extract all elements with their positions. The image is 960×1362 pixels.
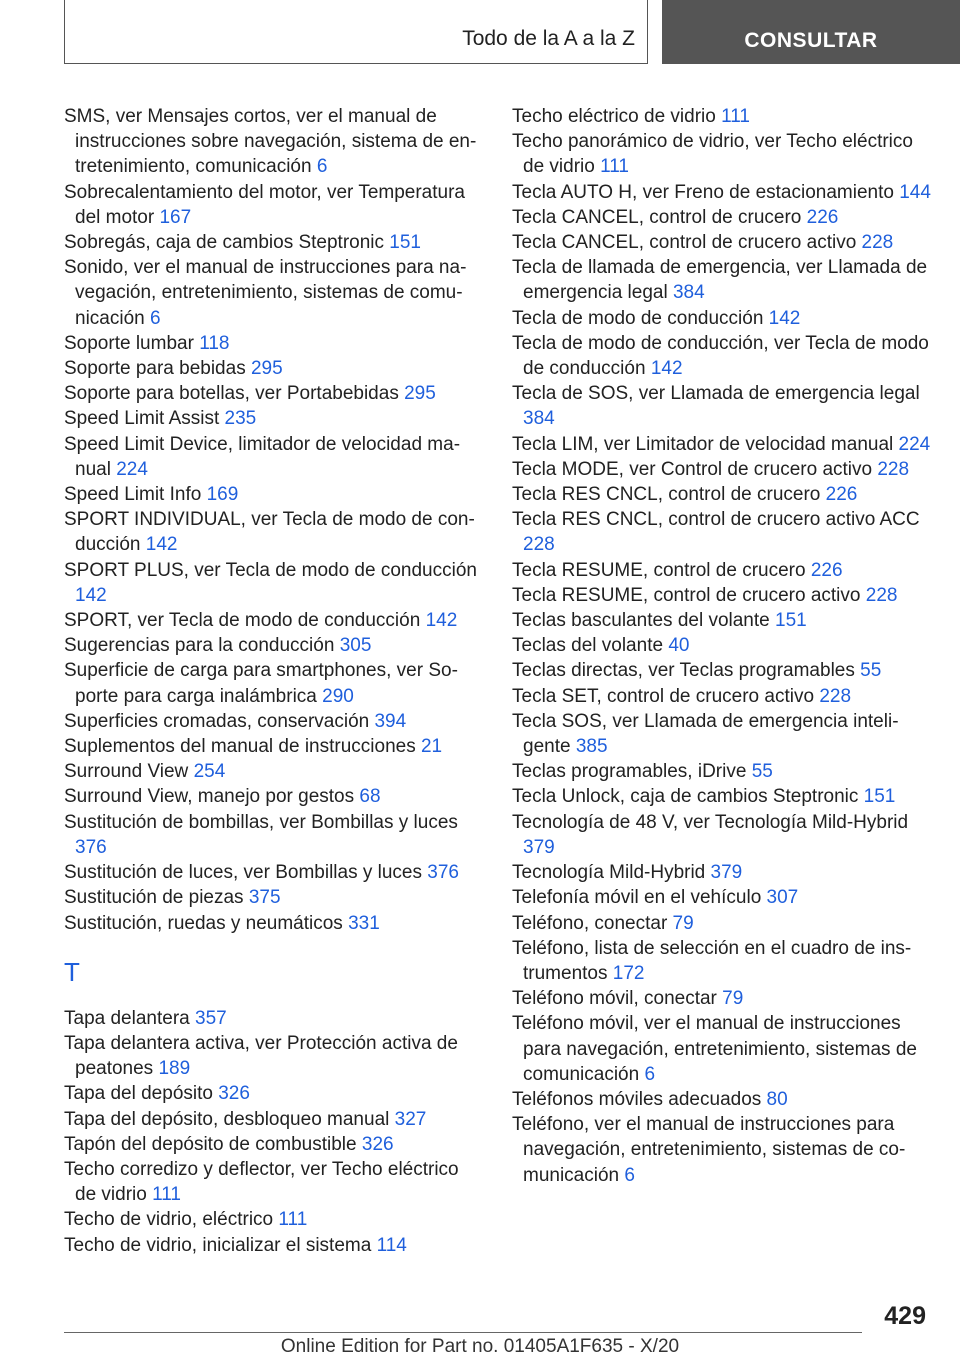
index-page-link[interactable]: 327 [394, 1108, 427, 1130]
index-entry-text: Tecla SET, control de crucero activo [512, 685, 820, 707]
index-entry-text: Superficies cromadas, conservación [64, 710, 375, 732]
index-page-link[interactable]: 228 [819, 685, 852, 707]
index-entry-text: Teclas directas, ver Teclas programables [512, 660, 861, 682]
index-entry-text: Tapón del depósito de combustible [64, 1133, 362, 1155]
index-entry [64, 709, 482, 734]
index-page-link[interactable]: 189 [158, 1058, 191, 1080]
index-entry-text: Speed Limit Device, limitador de velocidad manual [64, 433, 461, 480]
index-page-link[interactable]: 55 [860, 660, 882, 682]
index-page-link[interactable]: 111 [721, 106, 750, 127]
index-page-link[interactable]: 295 [250, 358, 283, 380]
index-entry-text: Teléfono móvil, ver el manual de instrucciones para navegación, entretenimiento, sistemas de comunicación [512, 1013, 917, 1085]
index-entry-text: SPORT, ver Tecla de modo de conducción [64, 610, 426, 632]
index-entry [512, 608, 932, 633]
consult-button[interactable] [662, 0, 960, 64]
index-page-link[interactable]: 228 [865, 584, 898, 606]
index-entry-text: Sustitución de luces, ver Bombillas y luces [64, 862, 428, 884]
index-page-link[interactable]: 228 [523, 534, 555, 556]
index-page-link[interactable]: 6 [644, 1063, 656, 1085]
index-page-link[interactable]: 290 [322, 685, 354, 707]
index-entry [64, 1132, 482, 1157]
index-entry [64, 885, 482, 910]
index-entry [64, 104, 482, 180]
index-entry-text: Telefonía móvil en el vehículo [512, 887, 767, 909]
index-page-link[interactable]: 6 [316, 156, 328, 178]
index-column-right [512, 104, 932, 1188]
header-section-box [64, 0, 648, 64]
index-page-link[interactable]: 224 [116, 458, 148, 480]
index-entry [512, 1011, 932, 1087]
index-entry-text: Tecla de llamada de emergencia, ver Llamada de emergencia legal [512, 257, 928, 304]
index-entry [64, 230, 482, 255]
section-letter-heading: T [64, 956, 80, 987]
index-entry [512, 911, 932, 936]
index-page-link[interactable]: 295 [404, 383, 436, 405]
index-entry-text: Teléfono móvil, conectar [512, 988, 723, 1010]
index-entry [512, 1087, 932, 1112]
index-page-link[interactable]: 326 [361, 1133, 394, 1155]
index-page-link[interactable]: 151 [863, 786, 896, 808]
index-entry [64, 1233, 482, 1258]
index-page-link[interactable]: 151 [775, 610, 807, 632]
index-entry-text: SPORT PLUS, ver Tecla de modo de conducción [64, 559, 477, 581]
index-entry-text: Sobrecalentamiento del motor, ver Temperatura del motor [64, 181, 465, 228]
index-entry [512, 709, 932, 759]
index-entry-text: Tecla RESUME, control de crucero activo [512, 584, 866, 606]
index-entry [512, 205, 932, 230]
index-entry-text: Tecla CANCEL, control de crucero [512, 206, 807, 228]
index-entry-text: Teléfono, conectar [512, 912, 673, 934]
index-page-link[interactable]: 385 [575, 736, 608, 758]
index-entry-text: Teclas programables, iDrive [512, 761, 752, 783]
index-entry [64, 1081, 482, 1106]
index-entry-text: Sustitución de bombillas, ver Bombillas y luces [64, 811, 458, 833]
index-entry-text: Tecnología de 48 V, ver Tecnología Mild-Hybrid [512, 811, 909, 833]
index-page-link[interactable]: 118 [199, 332, 230, 354]
index-page-link[interactable]: 111 [278, 1209, 308, 1231]
index-entry-text: Tecla de modo de conducción [512, 307, 769, 329]
index-entry [64, 784, 482, 809]
index-page-link[interactable]: 384 [672, 282, 705, 304]
index-page-link[interactable]: 111 [600, 156, 629, 178]
footer-divider [64, 1332, 862, 1333]
index-page-link[interactable]: 226 [806, 206, 839, 228]
index-entry [512, 230, 932, 255]
index-entry-text: Techo panorámico de vidrio, ver Techo eléctrico de vidrio [512, 131, 913, 178]
index-entry [64, 180, 482, 230]
index-page-link[interactable]: 142 [145, 534, 178, 556]
index-entry-text: Tecla de SOS, ver Llamada de emergencia legal [512, 383, 920, 405]
index-entry-text: Teclas basculantes del volante [512, 610, 775, 632]
index-entry [64, 331, 482, 356]
index-entry-text: Tecla RES CNCL, control de crucero [512, 484, 826, 506]
index-entry [512, 658, 932, 683]
index-entry [64, 1207, 482, 1232]
index-entry [512, 482, 932, 507]
index-entry-text: Suplementos del manual de instrucciones [64, 736, 421, 758]
index-entry [64, 432, 482, 482]
consult-button-label: CONSULTAR [744, 29, 878, 52]
index-entry [512, 885, 932, 910]
index-entry-text: Surround View, manejo por gestos [64, 786, 360, 808]
index-page-link[interactable]: 68 [359, 786, 381, 808]
index-entry [512, 986, 932, 1011]
index-entry [64, 406, 482, 431]
index-entry [512, 684, 932, 709]
index-page-link[interactable]: 379 [710, 862, 743, 884]
index-page-link[interactable]: 228 [861, 232, 894, 254]
index-page-link[interactable]: 55 [751, 761, 773, 783]
index-entry-text: Tecla AUTO H, ver Freno de estacionamiento [512, 181, 900, 203]
index-entry-text: Sobregás, caja de cambios Steptronic [64, 232, 390, 254]
index-entry [512, 507, 932, 557]
index-entry-text: Tecla SOS, ver Llamada de emergencia inteligente [512, 710, 899, 758]
index-page-link[interactable]: 254 [193, 761, 226, 783]
index-entry-text: Tapa delantera [64, 1007, 195, 1029]
index-entry [64, 1107, 482, 1132]
index-entry [512, 759, 932, 784]
index-entry-text: Tecla RES CNCL, control de crucero activo ACC [512, 509, 920, 531]
index-column-left [64, 104, 482, 1258]
index-entry [512, 1112, 932, 1188]
index-entry [512, 129, 932, 179]
index-entry [512, 457, 932, 482]
index-entry [64, 658, 482, 708]
index-page-link[interactable]: 235 [224, 408, 257, 430]
index-entry [512, 432, 932, 457]
index-page-link[interactable]: 79 [722, 988, 744, 1010]
index-page-link[interactable]: 172 [612, 962, 645, 984]
index-entry [512, 633, 932, 658]
index-page-link[interactable]: 226 [810, 559, 843, 581]
index-entry-text: Sonido, ver el manual de instrucciones para navegación, entretenimiento, sistemas de comunicación [64, 257, 467, 329]
index-entry-text: Superficie de carga para smartphones, ver Soporte para carga inalámbrica [64, 660, 458, 707]
index-page-link[interactable]: 6 [624, 1164, 635, 1186]
index-entry [64, 1157, 482, 1207]
index-entry-text: Tecla CANCEL, control de crucero activo [512, 232, 862, 254]
index-entry-text: Surround View [64, 761, 194, 783]
index-entry-text: SPORT INDIVIDUAL, ver Tecla de modo de conducción [64, 509, 475, 556]
index-page-link[interactable]: 40 [668, 635, 690, 657]
index-entry-text: Teléfonos móviles adecuados [512, 1088, 767, 1110]
index-entry-text: Tecla RESUME, control de crucero [512, 559, 811, 581]
index-entry-text: Speed Limit Info [64, 484, 207, 506]
footer-edition-text: Online Edition for Part no. 01405A1F635 - X/20 [280, 1336, 680, 1357]
index-page-link[interactable]: 80 [766, 1088, 788, 1110]
index-entry-text: Sustitución, ruedas y neumáticos [64, 912, 349, 934]
index-entry [64, 633, 482, 658]
index-entry [64, 860, 482, 885]
index-page-link[interactable]: 144 [899, 181, 931, 203]
index-entry-text: Tecla LIM, ver Limitador de velocidad manual [512, 433, 899, 455]
index-entry [512, 180, 932, 205]
index-page-link[interactable]: 79 [672, 912, 694, 934]
index-entry [512, 381, 932, 431]
index-entry [64, 1031, 482, 1081]
index-page-link[interactable]: 169 [206, 484, 239, 506]
index-entry [64, 810, 482, 860]
index-entry-text: Tapa delantera activa, ver Protección activa de peatones [64, 1032, 458, 1080]
index-entry [64, 356, 482, 381]
index-entry [512, 331, 932, 381]
index-page-link[interactable]: 228 [877, 458, 910, 480]
index-page-link[interactable]: 375 [248, 887, 281, 909]
index-entry-text: Tecla MODE, ver Control de crucero activo [512, 458, 878, 480]
index-entry [64, 558, 482, 608]
index-entry-text: Tecnología Mild-Hybrid [512, 862, 711, 884]
index-entry [512, 306, 932, 331]
index-entry [512, 583, 932, 608]
index-entry [64, 911, 482, 936]
index-page-link[interactable]: 142 [768, 307, 801, 329]
index-page-link[interactable]: 6 [150, 307, 161, 329]
index-page-link[interactable]: 384 [523, 408, 555, 430]
index-entry [512, 784, 932, 809]
index-page-link[interactable]: 167 [159, 206, 192, 228]
index-page-link[interactable]: 379 [523, 836, 555, 858]
index-entry-text: Tapa del depósito, desbloqueo manual [64, 1108, 395, 1130]
index-entry-text: Tecla de modo de conducción, ver Tecla de modo de conducción [512, 332, 929, 380]
index-page-link[interactable]: 376 [427, 862, 459, 884]
index-entry [64, 608, 482, 633]
index-entry-text: Techo de vidrio, eléctrico [64, 1209, 279, 1231]
index-entry [64, 381, 482, 406]
index-entry-text: Teléfono, ver el manual de instrucciones para navegación, entretenimiento, sistemas de comunicación [512, 1114, 906, 1186]
index-entry [64, 482, 482, 507]
index-entry-text: Tecla Unlock, caja de cambios Steptronic [512, 786, 864, 808]
index-entry-text: Techo eléctrico de vidrio [512, 106, 722, 127]
index-entry-text: Techo de vidrio, inicializar el sistema [64, 1234, 377, 1256]
index-page-link[interactable]: 357 [195, 1007, 227, 1029]
index-page-link[interactable]: 394 [374, 710, 407, 732]
index-entry [512, 936, 932, 986]
page-number: 429 [884, 1302, 926, 1330]
index-page-link[interactable]: 142 [425, 610, 458, 632]
index-page-link[interactable]: 111 [152, 1184, 181, 1206]
index-entry [64, 255, 482, 331]
header-section-label: Todo de la A a la Z [462, 27, 635, 50]
index-entry [64, 734, 482, 759]
index-page-link[interactable]: 307 [766, 887, 799, 909]
index-page-link[interactable]: 376 [75, 836, 107, 858]
index-entry [512, 860, 932, 885]
index-entry-text: Techo corredizo y deflector, ver Techo eléctrico de vidrio [64, 1158, 459, 1206]
index-page-link[interactable]: 114 [376, 1234, 407, 1256]
index-entry-text: SMS, ver Mensajes cortos, ver el manual de instrucciones sobre navegación, sistema de entretenimiento, comunicación [64, 106, 477, 178]
index-entry [512, 104, 932, 129]
index-entry-text: Soporte lumbar [64, 332, 200, 354]
index-page-link[interactable]: 326 [218, 1083, 250, 1105]
index-page-link[interactable]: 226 [825, 484, 858, 506]
index-page-link[interactable]: 331 [348, 912, 380, 934]
index-entry-text: Teléfono, lista de selección en el cuadro de instrumentos [512, 937, 912, 984]
index-page-link[interactable]: 142 [650, 358, 683, 380]
index-entry-text: Sugerencias para la conducción [64, 635, 340, 657]
index-entry-text: Soporte para botellas, ver Portabebidas [64, 383, 405, 405]
index-page-link[interactable]: 224 [898, 433, 931, 455]
index-page-link[interactable]: 142 [75, 584, 107, 606]
index-entry-text: Teclas del volante [512, 635, 669, 657]
index-page-link[interactable]: 305 [339, 635, 372, 657]
index-entry [64, 759, 482, 784]
index-entry [64, 507, 482, 557]
index-page-link[interactable]: 21 [420, 736, 443, 758]
index-entry-text: Speed Limit Assist [64, 408, 225, 430]
index-entry [512, 558, 932, 583]
index-entry [512, 255, 932, 305]
index-entry [512, 810, 932, 860]
index-entry-text: Tapa del depósito [64, 1083, 219, 1105]
index-page-link[interactable]: 151 [389, 232, 421, 254]
index-entry-text: Sustitución de piezas [64, 887, 249, 909]
index-entry-text: Soporte para bebidas [64, 358, 251, 380]
index-entry [64, 1006, 482, 1031]
